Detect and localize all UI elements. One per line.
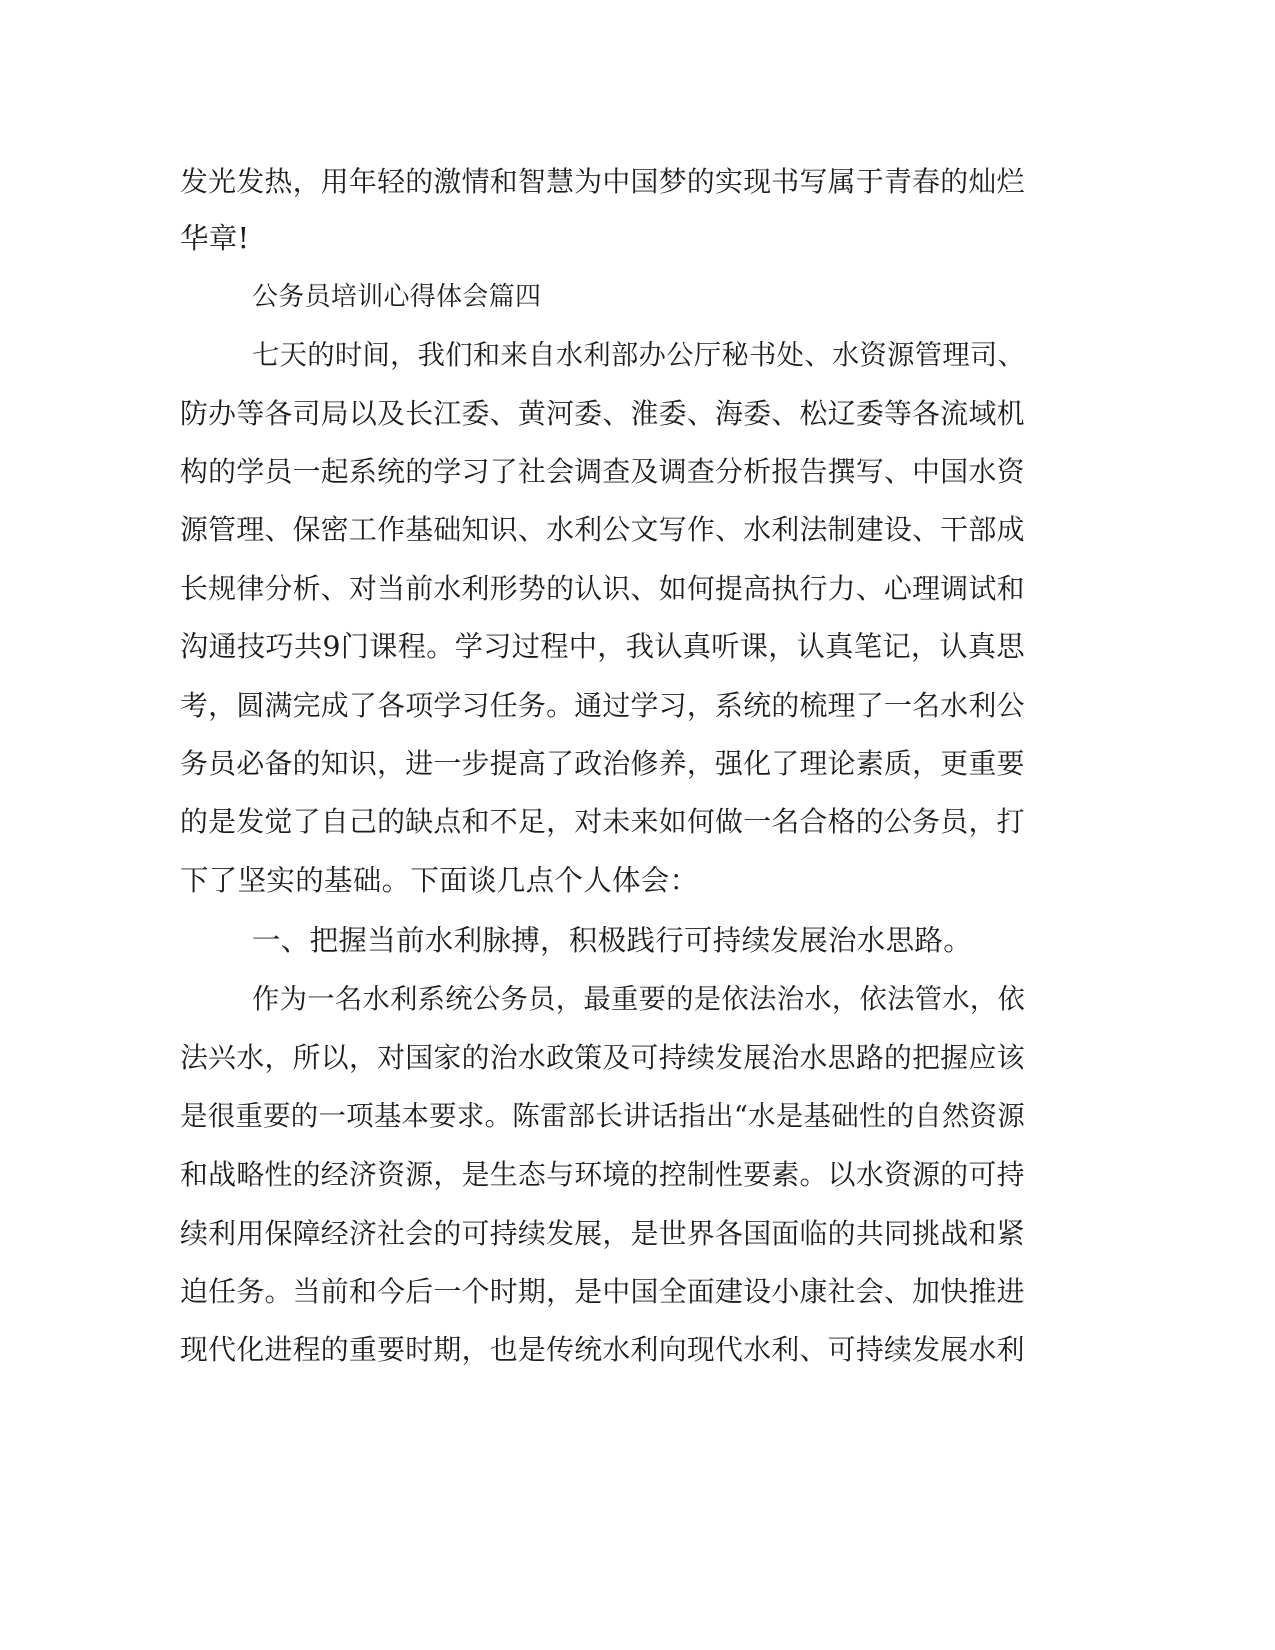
text-line: 法兴水，所以，对国家的治水政策及可持续发展治水思路的把握应该 <box>180 1041 1025 1074</box>
text-line: 发光发热，用年轻的激情和智慧为中国梦的实现书写属于青春的灿烂 <box>180 165 1025 198</box>
text-line: 下了坚实的基础。下面谈几点个人体会： <box>180 864 699 897</box>
text-line: 考，圆满完成了各项学习任务。通过学习，系统的梳理了一名水利公 <box>180 689 1025 722</box>
text-line: 现代化进程的重要时期，也是传统水利向现代水利、可持续发展水利 <box>180 1333 1025 1366</box>
text-line: 作为一名水利系统公务员，最重要的是依法治水，依法管水，依 <box>252 984 1026 1015</box>
text-line: 迫任务。当前和今后一个时期，是中国全面建设小康社会、加快推进 <box>180 1275 1025 1308</box>
text-line: 务员必备的知识，进一步提高了政治修养，强化了理论素质，更重要 <box>180 747 1025 780</box>
text-line: 长规律分析、对当前水利形势的认识、如何提高执行力、心理调试和 <box>180 572 1025 605</box>
subheading: 一、把握当前水利脉搏，积极践行可持续发展治水思路。 <box>252 924 973 957</box>
text-line: 华章! <box>180 222 250 255</box>
section-heading: 公务员培训心得体会篇四 <box>252 282 542 312</box>
text-line: 防办等各司局以及长江委、黄河委、淮委、海委、松辽委等各流域机 <box>180 397 1025 430</box>
text-line: 源管理、保密工作基础知识、水利公文写作、水利法制建设、干部成 <box>180 513 1025 546</box>
text-line: 七天的时间，我们和来自水利部办公厅秘书处、水资源管理司、 <box>252 340 1026 371</box>
text-line: 构的学员一起系统的学习了社会调查及调查分析报告撰写、中国水资 <box>180 455 1025 488</box>
text-line: 的是发觉了自己的缺点和不足，对未来如何做一名合格的公务员，打 <box>180 805 1025 838</box>
text-line: 沟通技巧共9门课程。学习过程中，我认真听课，认真笔记，认真思 <box>180 630 1025 663</box>
text-line: 是很重要的一项基本要求。陈雷部长讲话指出“水是基础性的自然资源 <box>180 1101 1026 1132</box>
text-line: 续利用保障经济社会的可持续发展，是世界各国面临的共同挑战和紧 <box>180 1217 1025 1250</box>
text-line: 和战略性的经济资源，是生态与环境的控制性要素。以水资源的可持 <box>180 1158 1025 1191</box>
